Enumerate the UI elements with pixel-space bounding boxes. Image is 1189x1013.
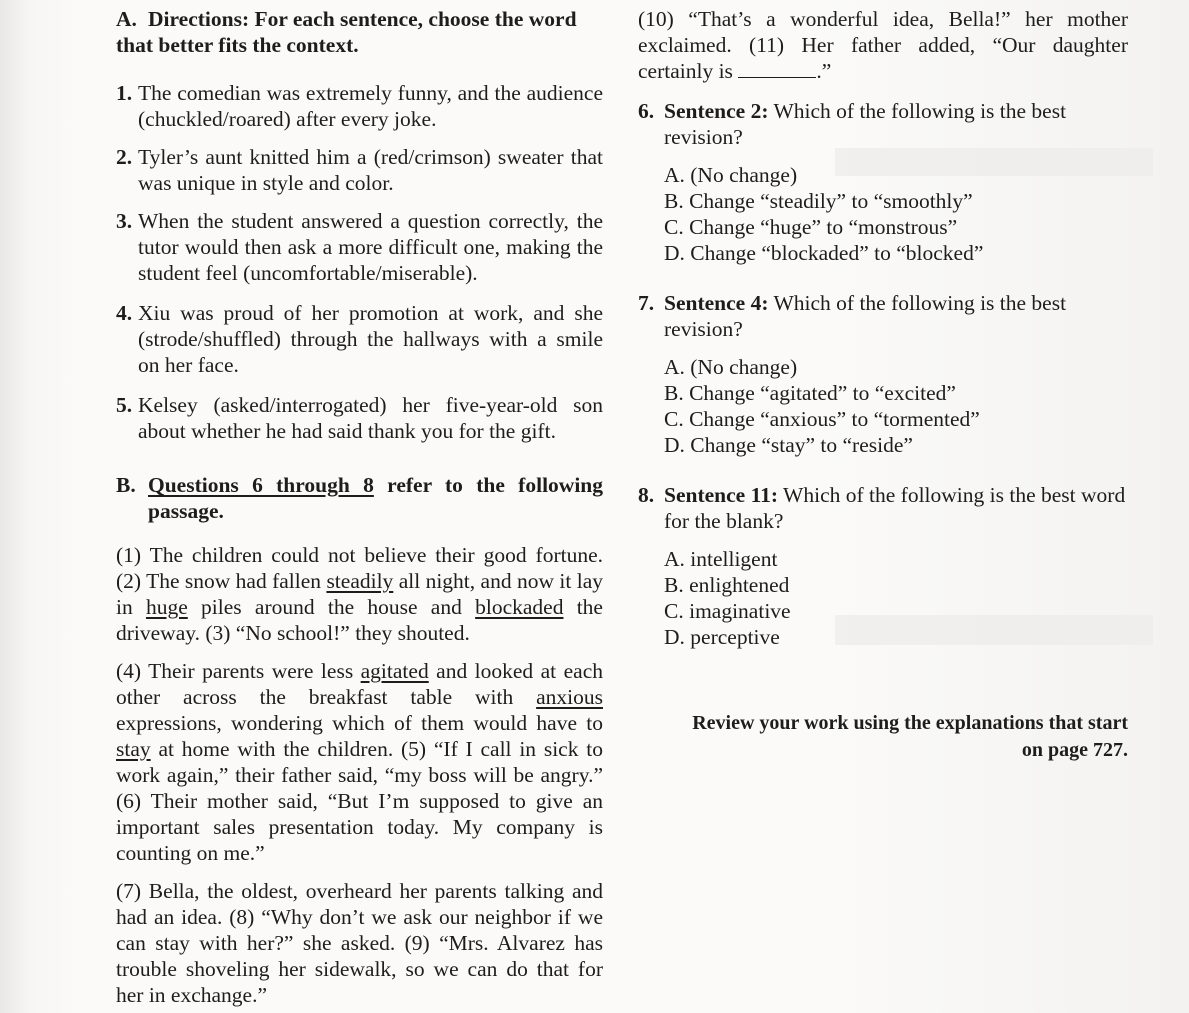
- question-prompt: [664, 482, 1128, 534]
- underlined-word: anxious: [536, 685, 603, 709]
- passage-text: piles around the house and: [187, 595, 476, 619]
- option-b: B. Change “steadily” to “smoothly”: [664, 189, 973, 213]
- question-7: [638, 290, 1128, 342]
- item-text: The comedian was extremely funny, and the audience (chuckled/roared) after every joke.: [138, 81, 603, 131]
- option-b: B. enlightened: [664, 573, 790, 597]
- item-number: 4.: [116, 301, 133, 325]
- question-item-2: [116, 144, 603, 196]
- option-c: C. imaginative: [664, 599, 791, 623]
- question-item-1: [116, 80, 603, 132]
- item-text: Xiu was proud of her promotion at work, and she (strode/shuffled) through the hallways with a smile on her face.: [138, 301, 603, 377]
- passage-text: (10) “That’s a wonderful idea, Bella!” her mother exclaimed. (11) Her father added, “Our daughter certainly is: [638, 7, 1128, 83]
- passage-text: expressions, wondering which of them would have to: [116, 711, 603, 735]
- section-a-directions: Directions: For each sentence, choose the word that better fits the context.: [116, 7, 577, 57]
- item-text: Kelsey (asked/interrogated) her five-year-old son about whether he had said thank you for the gift.: [138, 393, 603, 443]
- underlined-word: steadily: [326, 569, 394, 593]
- question-label: Sentence 4:: [664, 291, 769, 315]
- option-c: C. Change “huge” to “monstrous”: [664, 215, 958, 239]
- question-label: Sentence 11:: [664, 483, 779, 507]
- section-b-intro-rest: refer to the following passage.: [148, 473, 603, 523]
- review-note: Review your work using the explanations that start on page 727.: [692, 712, 1128, 761]
- underlined-word: agitated: [360, 659, 429, 683]
- question-8: [638, 482, 1128, 534]
- question-label: Sentence 2:: [664, 99, 769, 123]
- questions-range-link: Questions 6 through 8: [148, 473, 374, 497]
- question-number: 7.: [638, 291, 655, 315]
- passage-paragraph-2: [116, 658, 603, 866]
- passage-text: and looked at each other across the breakfast table with: [116, 659, 603, 709]
- option-b: B. Change “agitated” to “excited”: [664, 381, 956, 405]
- question-8-options: [664, 546, 1128, 650]
- right-column: [638, 6, 1128, 764]
- option-a: A. intelligent: [664, 547, 778, 571]
- section-b-heading: [116, 472, 603, 524]
- underlined-word: blockaded: [475, 595, 564, 619]
- passage-text: at home with the children. (5) “If I call in sick to work again,” their father said, “my boss will be angry.” (6) Their mother said, “But I’m supposed to give an important sales presentation today. My company is counting on me.”: [116, 737, 603, 865]
- question-item-3: [116, 208, 603, 286]
- question-number: 6.: [638, 99, 655, 123]
- question-text: Which of the following is the best word for the blank?: [664, 483, 1126, 533]
- item-number: 1.: [116, 81, 133, 105]
- question-prompt: [664, 290, 1128, 342]
- question-text: Which of the following is the best revision?: [664, 99, 1067, 149]
- question-prompt: [664, 98, 1128, 150]
- underlined-word: huge: [145, 595, 188, 619]
- item-text: When the student answered a question correctly, the tutor would then ask a more difficult one, making the student feel (uncomfortable/miserable).: [138, 209, 603, 285]
- left-column: [116, 6, 603, 1008]
- passage-text: (4) Their parents were less: [116, 659, 361, 683]
- passage-text: .”: [816, 59, 832, 83]
- question-6-options: [664, 162, 1128, 266]
- item-text: Tyler’s aunt knitted him a (red/crimson) sweater that was unique in style and color.: [138, 145, 603, 195]
- question-number: 8.: [638, 483, 655, 507]
- section-a-heading: [116, 6, 603, 58]
- passage-paragraph-1: [116, 542, 603, 646]
- item-number: 3.: [116, 209, 133, 233]
- section-b-intro: [148, 472, 603, 524]
- item-number: 2.: [116, 145, 133, 169]
- passage-text: (1) The children could not believe their good fortune. (2) The snow had fallen: [116, 543, 603, 593]
- option-a: A. (No change): [664, 355, 798, 379]
- option-c: C. Change “anxious” to “tormented”: [664, 407, 980, 431]
- passage-paragraph-4: [638, 6, 1128, 84]
- passage-text: all night, and now it lay in: [116, 569, 603, 619]
- section-a-letter: A.: [116, 7, 137, 31]
- reading-passage: [116, 542, 603, 1008]
- passage-continuation: [638, 6, 1128, 84]
- answer-blank: [738, 59, 816, 78]
- question-text: Which of the following is the best revision?: [664, 291, 1067, 341]
- underlined-word: stay: [116, 737, 151, 761]
- option-d: D. perceptive: [664, 625, 780, 649]
- section-b-letter: B.: [116, 473, 136, 497]
- option-a: A. (No change): [664, 163, 798, 187]
- question-item-5: [116, 392, 603, 444]
- option-d: D. Change “blockaded” to “blocked”: [664, 241, 984, 265]
- question-item-4: [116, 300, 603, 378]
- item-number: 5.: [116, 393, 133, 417]
- question-7-options: [664, 354, 1128, 458]
- passage-text: the driveway. (3) “No school!” they shouted.: [116, 595, 603, 645]
- passage-paragraph-3: (7) Bella, the oldest, overheard her parents talking and had an idea. (8) “Why don’t we ask our neighbor if we can stay with her?” she asked. (9) “Mrs. Alvarez has trouble shoveling her sidewalk, so we can do that for her in exchange.”: [116, 879, 603, 1007]
- question-6: [638, 98, 1128, 150]
- option-d: D. Change “stay” to “reside”: [664, 433, 913, 457]
